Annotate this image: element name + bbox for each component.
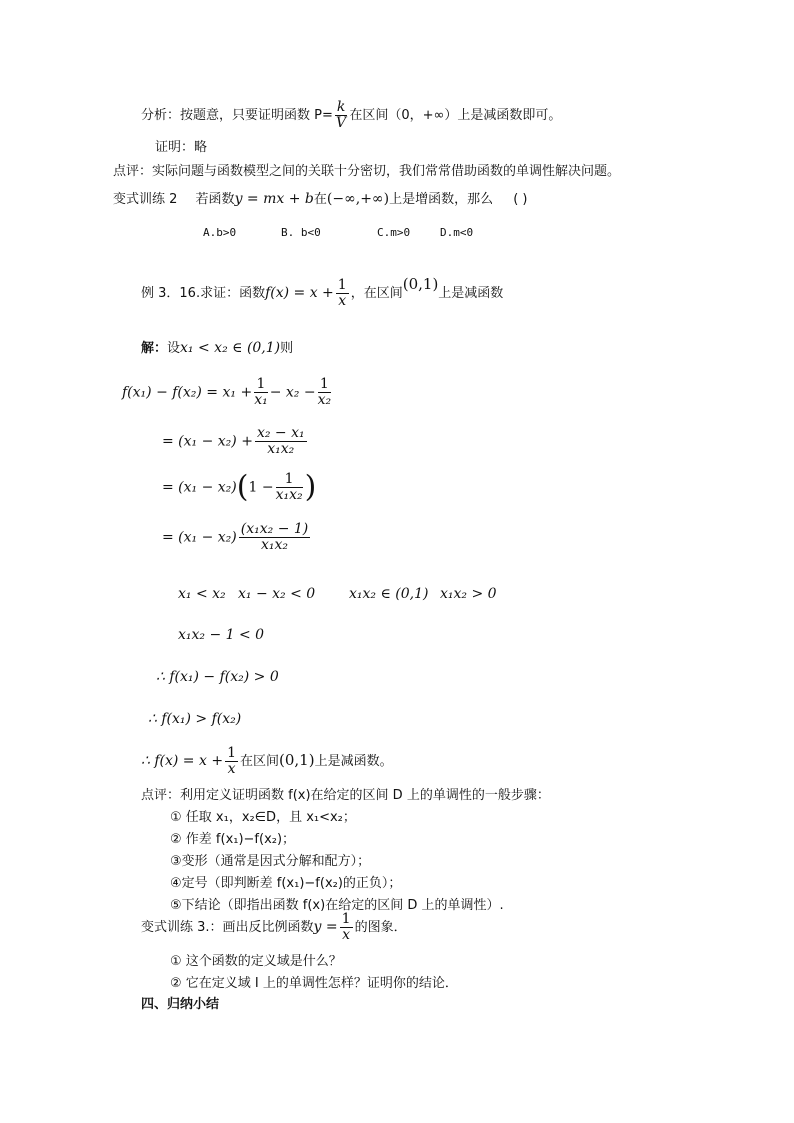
line3-inner: 1 −	[248, 479, 274, 496]
example3-fraction	[336, 278, 349, 309]
conclusion-fraction	[225, 746, 238, 777]
analysis-fraction	[335, 100, 347, 131]
derivation-line-2	[162, 426, 309, 457]
variant3-function: y =	[313, 919, 338, 935]
variant2-function: y = mx + b	[234, 191, 314, 207]
fraction-denominator: x₁x₂	[267, 441, 295, 457]
fraction-denominator: x₁x₂	[261, 537, 289, 553]
inequality-a: x₁ < x₂	[178, 586, 226, 602]
step-5: ⑤下结论（即指出函数 f(x)在给定的区间 D 上的单调性）.	[170, 898, 504, 913]
solution-condition: x₁ < x₂ ∈ (0,1)	[180, 340, 281, 356]
step-3: ③变形（通常是因式分解和配方）；	[170, 854, 371, 869]
left-paren: (	[236, 469, 249, 505]
fraction-numerator: 1	[227, 745, 236, 761]
fraction-denominator: x₂	[317, 392, 332, 408]
example-3	[141, 275, 504, 309]
conclusion-mid: 在区间	[240, 754, 280, 769]
section-4-heading: 四、归纳小结	[141, 997, 220, 1012]
example3-mid: ，在区间	[350, 286, 403, 301]
option-a: A.b>0	[203, 226, 237, 239]
variant3-prefix: 变式训练 3.：画出反比例函数	[141, 920, 314, 935]
fraction-numerator: x₂ − x₁	[256, 425, 305, 441]
option-c: C.m>0	[377, 226, 411, 239]
line3-fraction	[276, 472, 303, 503]
conclusion-line	[141, 746, 393, 777]
example3-prefix: 例 3．16.求证：函数	[141, 286, 266, 301]
comment-2-title: 点评：利用定义证明函数 f(x)在给定的区间 D 上的单调性的一般步骤：	[141, 788, 550, 803]
fraction-denominator: V	[336, 115, 347, 131]
fraction-denominator: x	[342, 927, 351, 943]
conclusion-lhs: ∴ f(x) = x +	[141, 753, 224, 769]
variant3-question-1: ① 这个函数的定义域是什么？	[170, 954, 342, 969]
step-1: ① 任取 x₁，x₂∈D，且 x₁<x₂；	[170, 810, 356, 825]
inequality-d: x₁x₂ > 0	[440, 586, 497, 602]
fraction-denominator: x₁	[254, 392, 268, 408]
solution-line	[141, 337, 293, 356]
fraction-numerator: 1	[276, 472, 303, 488]
fraction-numerator: (x₁x₂ − 1)	[240, 521, 309, 537]
derivation-line-4	[162, 522, 312, 553]
variant2-text3: 上是增函数，那么	[389, 192, 494, 207]
variant-training-2	[113, 188, 528, 207]
solution-text: 设	[167, 341, 181, 356]
line2-lhs: = (x₁ − x₂) +	[162, 433, 253, 450]
fraction-denominator: x	[338, 293, 347, 309]
variant3-question-2: ② 它在定义域 I 上的单调性怎样？证明你的结论．	[170, 976, 458, 991]
variant2-text2: 在	[313, 192, 327, 207]
comment-1: 点评：实际问题与函数模型之间的关联十分密切，我们常常借助函数的单调性解决问题。	[113, 164, 621, 179]
line4-fraction	[239, 522, 310, 553]
derivation-line-1	[122, 377, 333, 408]
fraction-numerator: k	[336, 99, 346, 115]
variant2-label: 变式训练 2	[113, 192, 178, 207]
conclusion-interval: (0,1)	[279, 751, 315, 769]
proof-line: 证明：略	[155, 140, 208, 155]
step-4: ④定号（即判断差 f(x₁)−f(x₂)的正负）；	[170, 876, 402, 891]
inequality-e: x₁x₂ − 1 < 0	[178, 627, 265, 643]
fraction-denominator: x₁x₂	[275, 487, 303, 503]
analysis-prefix: 分析：按题意，只要证明函数 P=	[141, 108, 333, 123]
example3-function: f(x) = x +	[265, 285, 334, 301]
fraction-numerator: 1	[254, 377, 268, 393]
solution-then: 则	[280, 341, 294, 356]
variant3-fraction	[340, 912, 353, 943]
line1-mid: − x₂ −	[269, 384, 316, 401]
example3-interval: (0,1)	[402, 275, 439, 293]
inequality-f: ∴ f(x₁) − f(x₂) > 0	[156, 669, 279, 685]
variant2-interval: (−∞,+∞)	[326, 191, 390, 207]
conclusion-suffix: 上是减函数。	[314, 754, 393, 769]
line1-lhs: f(x₁) − f(x₂) = x₁ +	[122, 384, 253, 401]
line4-lhs: = (x₁ − x₂)	[162, 529, 237, 546]
derivation-line-3	[162, 469, 317, 505]
right-paren: )	[304, 469, 317, 505]
inequality-g: ∴ f(x₁) > f(x₂)	[148, 711, 242, 727]
fraction-numerator: 1	[318, 377, 332, 393]
line1-fraction-1	[254, 377, 268, 408]
inequality-b: x₁ − x₂ < 0	[238, 586, 316, 602]
inequality-c: x₁x₂ ∈ (0,1)	[349, 586, 429, 602]
option-b: B. b<0	[281, 226, 321, 239]
variant2-text1: 若函数	[195, 192, 235, 207]
fraction-numerator: 1	[341, 911, 351, 927]
option-d: D.m<0	[440, 226, 474, 239]
variant3-suffix: 的图象．	[354, 920, 407, 935]
step-2: ② 作差 f(x₁)−f(x₂)；	[170, 832, 296, 847]
fraction-numerator: 1	[337, 277, 347, 293]
solution-label: 解：	[141, 341, 168, 356]
fraction-denominator: x	[227, 761, 236, 777]
variant-training-3	[141, 912, 407, 943]
example3-suffix: 上是减函数	[438, 286, 504, 301]
line2-fraction	[255, 426, 307, 457]
line3-lhs: = (x₁ − x₂)	[162, 479, 237, 496]
analysis-line	[141, 100, 561, 131]
analysis-suffix: 在区间（0，+∞）上是减函数即可。	[349, 108, 562, 123]
answer-blank: ( )	[513, 192, 528, 207]
line1-fraction-2	[318, 377, 332, 408]
